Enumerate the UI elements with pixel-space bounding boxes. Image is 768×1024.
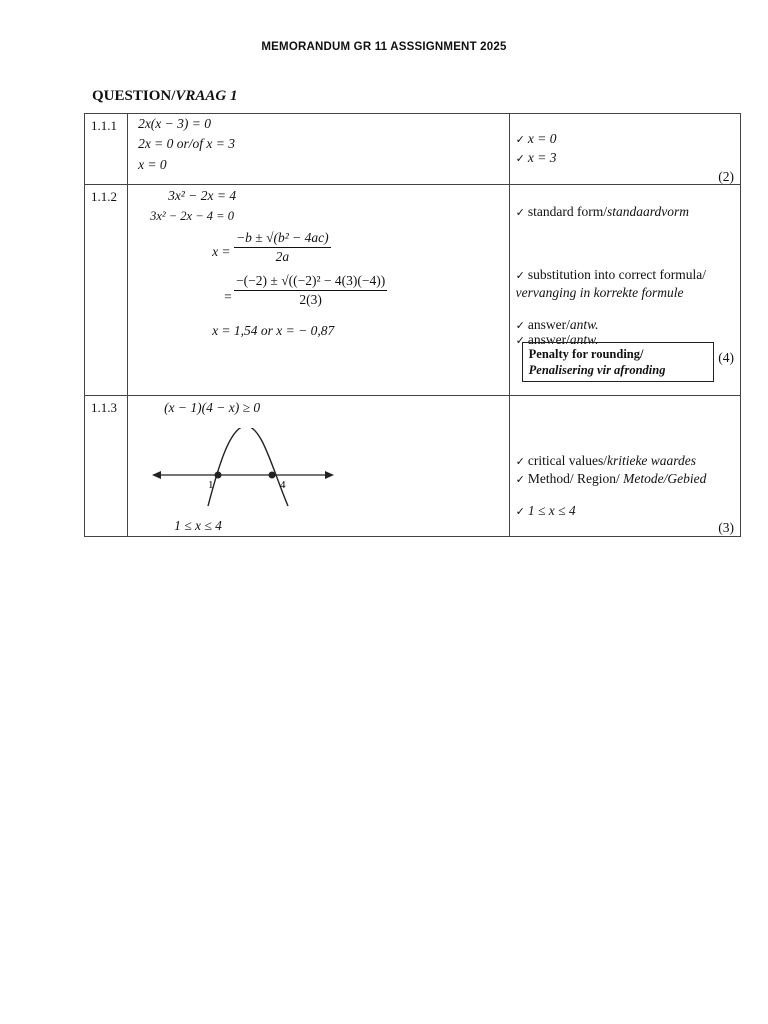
working-line: 2x(x − 3) = 0 [138, 116, 212, 131]
working-cell [128, 185, 510, 396]
formula-denominator: 2a [275, 249, 290, 264]
table-row-1-1-1 [85, 114, 741, 185]
sign-diagram [148, 428, 348, 508]
number-line-right-arrow [325, 471, 334, 479]
inequality-line: (x − 1)(4 − x) ≥ 0 [164, 400, 261, 415]
check-mark-icon: ✓ [515, 319, 525, 332]
graph-label-4: 4 [280, 479, 286, 491]
check-mark-icon: ✓ [515, 269, 525, 282]
critical-point-4 [269, 472, 276, 479]
document-title: MEMORANDUM GR 11 ASSSIGNMENT 2025 [261, 41, 507, 53]
mark-item: ✓ answer/antw. [515, 317, 599, 332]
substitution-expression [234, 273, 387, 308]
working-line: x = 0 [138, 157, 167, 172]
question-label-italic: VRAAG 1 [175, 88, 238, 104]
memo-table [84, 113, 741, 537]
substitution-numerator: −(−2) ± √((−2)² − 4(3)(−4)) [234, 273, 387, 291]
check-mark-icon: ✓ [515, 334, 525, 347]
check-mark-icon: ✓ [515, 152, 525, 165]
working-cell [128, 114, 510, 185]
marks-cell [509, 396, 740, 537]
penalty-box [522, 342, 714, 382]
check-mark-icon: ✓ [515, 473, 525, 486]
working-line: 2x = 0 or/of x = 3 [138, 136, 236, 151]
mark-item: ✓ Method/ Region/ Metode/Gebied [515, 471, 707, 486]
marks-cell [509, 185, 740, 396]
penalty-line-1: Penalty for rounding/ [528, 347, 644, 361]
graph-label-1: 1 [208, 479, 214, 491]
question-number: 1.1.3 [91, 400, 117, 415]
question-number: 1.1.2 [91, 189, 117, 204]
number-line-left-arrow [152, 471, 161, 479]
mark-item: ✓ x = 0 [515, 131, 557, 146]
mark-item: ✓ x = 3 [515, 150, 557, 165]
mark-item: ✓ substitution into correct formula/ [515, 267, 706, 282]
working-cell [128, 396, 510, 537]
mark-item: ✓ answer/antw. [515, 332, 599, 347]
mark-total: (3) [718, 520, 734, 535]
working-line: 3x² − 2x − 4 = 0 [150, 209, 234, 223]
formula-lhs: x = [212, 244, 231, 259]
working-answer: x = 1,54 or x = − 0,87 [212, 323, 335, 338]
quadratic-formula [234, 230, 331, 265]
mark-total: (4) [718, 350, 734, 365]
question-number-cell [85, 114, 128, 185]
substitution-lhs: = [224, 289, 232, 304]
table-row-1-1-2 [85, 185, 741, 396]
mark-item: ✓ 1 ≤ x ≤ 4 [515, 503, 576, 518]
substitution-denominator: 2(3) [299, 292, 322, 307]
mark-item-translation: vervanging in korrekte formule [515, 285, 684, 300]
check-mark-icon: ✓ [515, 505, 525, 518]
check-mark-icon: ✓ [515, 455, 525, 468]
question-label: QUESTION/ [92, 88, 176, 104]
penalty-line-2: Penalisering vir afronding [528, 363, 666, 377]
question-number-cell [85, 396, 128, 537]
working-line: 3x² − 2x = 4 [168, 188, 237, 203]
check-mark-icon: ✓ [515, 206, 525, 219]
mark-total: (2) [718, 169, 734, 184]
critical-point-1 [215, 472, 222, 479]
working-answer: 1 ≤ x ≤ 4 [174, 518, 222, 533]
check-mark-icon: ✓ [515, 133, 525, 146]
mark-item: ✓ standard form/standaardvorm [515, 204, 689, 219]
mark-item: ✓ critical values/kritieke waardes [515, 453, 697, 468]
parabola-curve [208, 428, 288, 506]
question-heading [92, 88, 237, 105]
marks-cell [509, 114, 740, 185]
question-number: 1.1.1 [91, 118, 117, 133]
table-row-1-1-3 [85, 396, 741, 537]
question-number-cell [85, 185, 128, 396]
formula-numerator: −b ± √(b² − 4ac) [234, 230, 331, 248]
